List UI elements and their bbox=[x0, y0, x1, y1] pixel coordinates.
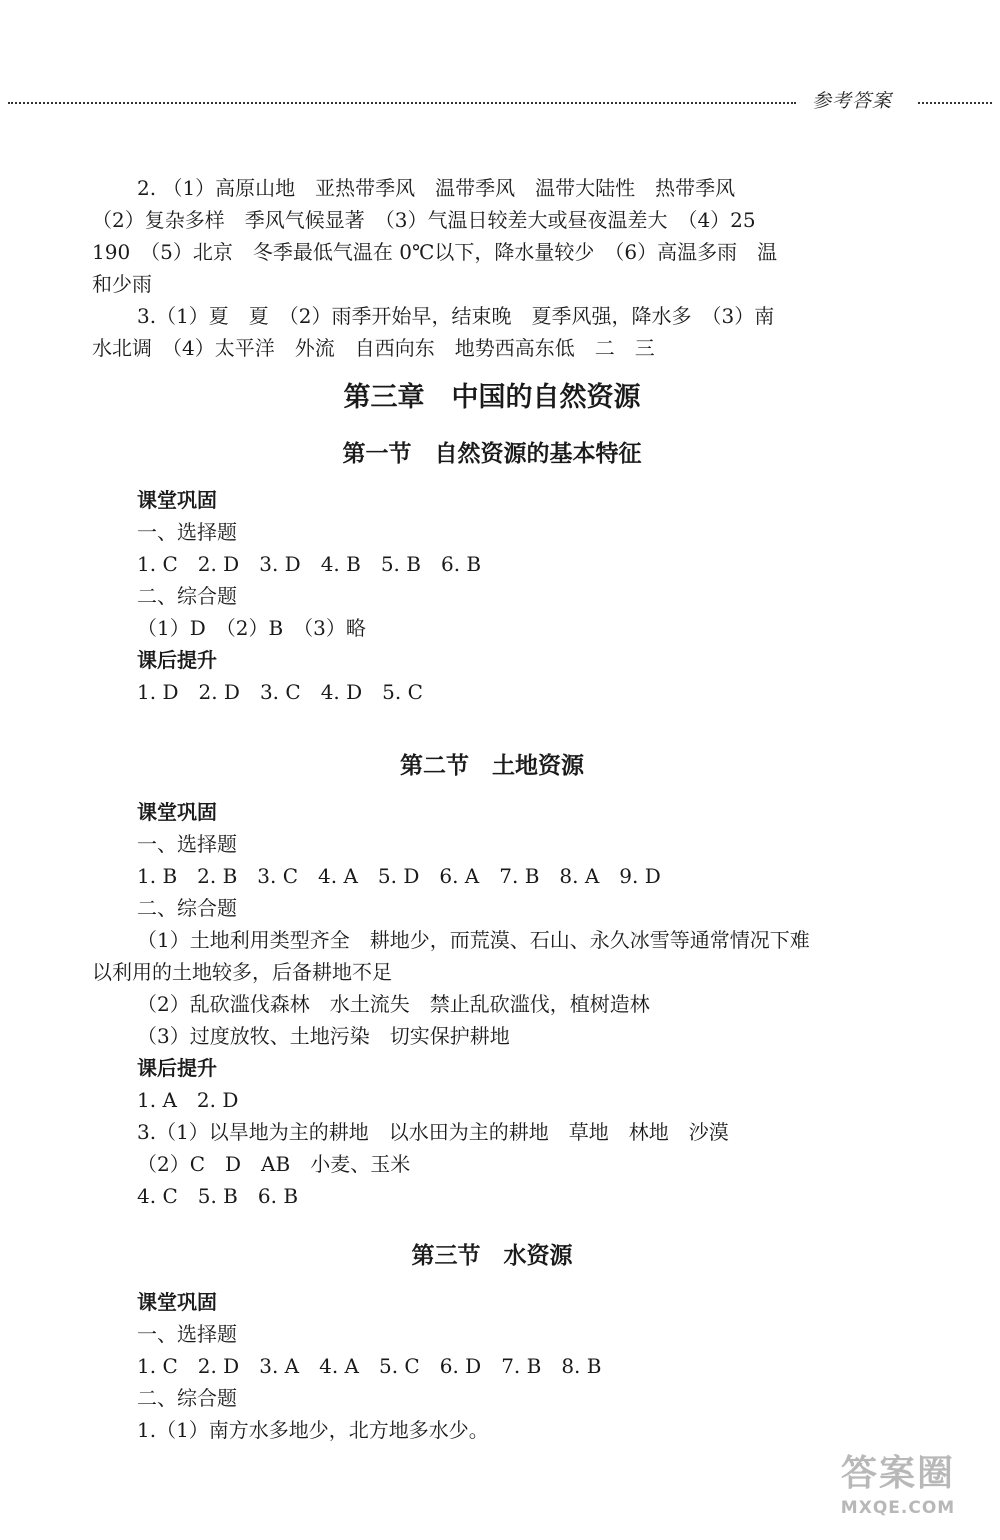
s3-xuanze-answers: 1. C 2. D 3. A 4. A 5. C 6. D 7. B 8. B bbox=[137, 1354, 602, 1378]
section-2-title: 第二节 土地资源 bbox=[400, 753, 584, 779]
section-3-title: 第三节 水资源 bbox=[411, 1243, 573, 1269]
s2-zonghe-1a: （1）土地利用类型齐全 耕地少，而荒漠、石山、永久冰雪等通常情况下难 bbox=[137, 928, 810, 952]
s2-kehou-heading: 课后提升 bbox=[137, 1056, 217, 1080]
page-header bbox=[0, 86, 1000, 116]
s2-kehou-1: 1. A 2. D bbox=[137, 1088, 239, 1112]
prev-q2-line-1: 2. （1）高原山地 亚热带季风 温带季风 温带大陆性 热带季风 bbox=[137, 176, 736, 200]
header-label: 参考答案 bbox=[812, 90, 893, 112]
watermark-logo bbox=[808, 1452, 988, 1532]
chapter-title: 第三章 中国的自然资源 bbox=[343, 382, 641, 413]
answer-content bbox=[92, 172, 892, 1446]
s2-kehou-4: 4. C 5. B 6. B bbox=[137, 1184, 299, 1208]
s2-zonghe-3: （3）过度放牧、土地污染 切实保护耕地 bbox=[137, 1024, 510, 1048]
s1-kehou-answers: 1. D 2. D 3. C 4. D 5. C bbox=[137, 680, 423, 704]
header-dotted-rule-left bbox=[8, 102, 796, 104]
watermark-bottom-text: MXQE.COM bbox=[840, 1498, 956, 1518]
s2-kehou-3b: （2）C D AB 小麦、玉米 bbox=[137, 1152, 411, 1176]
s2-xuanze-answers: 1. B 2. B 3. C 4. A 5. D 6. A 7. B 8. A 9. D bbox=[137, 864, 661, 888]
header-dotted-rule-right bbox=[918, 102, 992, 104]
prev-q2-line-2: （2）复杂多样 季风气候显著 （3）气温日较差大或昼夜温差大 （4）25 bbox=[92, 208, 756, 232]
s1-zonghe-answers: （1）D （2）B （3）略 bbox=[137, 616, 366, 640]
prev-q2-line-3: 190 （5）北京 冬季最低气温在 0℃以下，降水量较少 （6）高温多雨 温 bbox=[92, 240, 778, 264]
prev-q3-line-2: 水北调 （4）太平洋 外流 自西向东 地势西高东低 二 三 bbox=[92, 336, 655, 360]
watermark-top-text: 答案圈 bbox=[840, 1453, 955, 1494]
s3-xuanze-heading: 一、选择题 bbox=[137, 1322, 237, 1346]
s1-xuanze-answers: 1. C 2. D 3. D 4. B 5. B 6. B bbox=[137, 552, 482, 576]
s2-kehou-3a: 3.（1）以旱地为主的耕地 以水田为主的耕地 草地 林地 沙漠 bbox=[137, 1120, 729, 1144]
prev-q2-line-4: 和少雨 bbox=[92, 272, 152, 296]
s2-xuanze-heading: 一、选择题 bbox=[137, 832, 237, 856]
section-1-title: 第一节 自然资源的基本特征 bbox=[342, 441, 642, 467]
s1-zonghe-heading: 二、综合题 bbox=[137, 584, 237, 608]
s3-zonghe-1: 1.（1）南方水多地少，北方地多水少。 bbox=[137, 1418, 489, 1442]
s2-zonghe-2: （2）乱砍滥伐森林 水土流失 禁止乱砍滥伐，植树造林 bbox=[137, 992, 650, 1016]
s1-ketang-heading: 课堂巩固 bbox=[137, 488, 217, 512]
s1-kehou-heading: 课后提升 bbox=[137, 648, 217, 672]
s3-zonghe-heading: 二、综合题 bbox=[137, 1386, 237, 1410]
s2-zonghe-1b: 以利用的土地较多，后备耕地不足 bbox=[92, 960, 392, 984]
s2-zonghe-heading: 二、综合题 bbox=[137, 896, 237, 920]
s3-ketang-heading: 课堂巩固 bbox=[137, 1290, 217, 1314]
prev-q3-line-1: 3.（1）夏 夏 （2）雨季开始早，结束晚 夏季风强，降水多 （3）南 bbox=[137, 304, 775, 328]
s2-ketang-heading: 课堂巩固 bbox=[137, 800, 217, 824]
s1-xuanze-heading: 一、选择题 bbox=[137, 520, 237, 544]
